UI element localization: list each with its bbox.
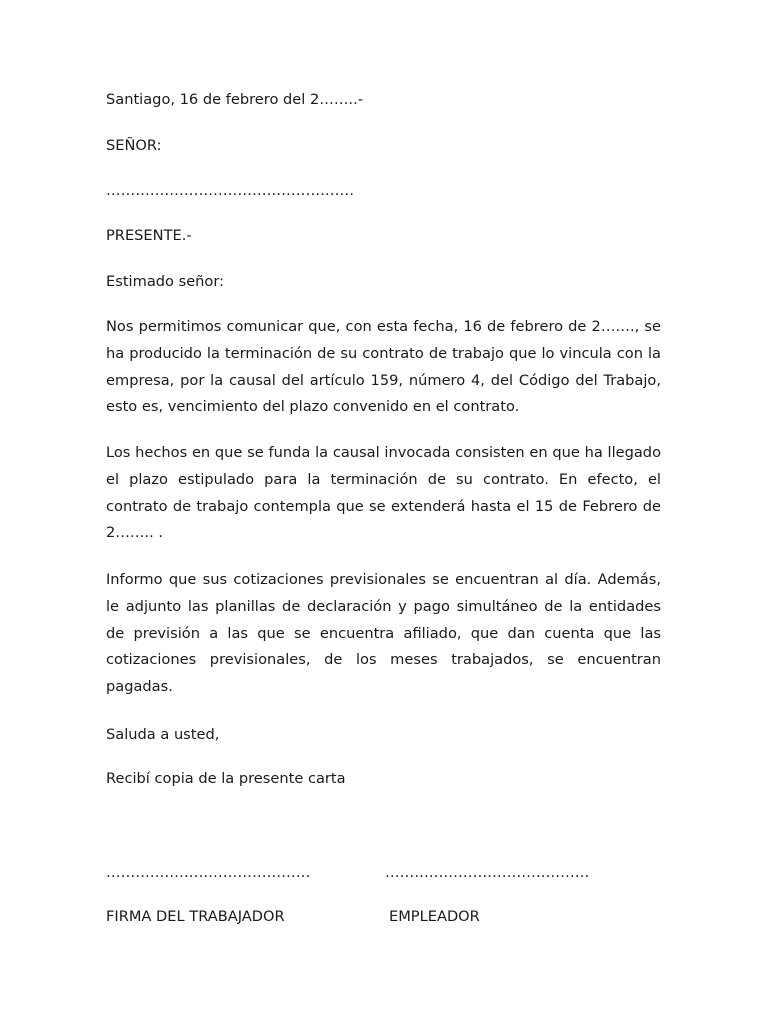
paragraph-contributions: Informo que sus cotizaciones previsionales se encuentran al día. Además, le adjunto las planillas de declaración y pago simultáneo de la entidades de previsión a las que se encuentra afiliado, que dan cuenta que las cotizaciones previsionales, de los meses trabajados, se encuentran pagadas. — [106, 571, 661, 696]
recipient-blank-line: …………………………………………… — [106, 182, 355, 199]
closing-line: Saluda a usted, — [106, 726, 220, 743]
paragraph-termination: Nos permitimos comunicar que, con esta fecha, 16 de febrero de 2……., se ha producido la terminación de su contrato de trabajo que lo vincula con la empresa, por la causal del artículo 159, número 4, del Código del Trabajo, esto es, vencimiento del plazo convenido en el contrato. — [106, 318, 661, 416]
employer-signature-label: EMPLEADOR — [389, 908, 480, 925]
presente-line: PRESENTE.- — [106, 227, 192, 244]
paragraph-facts: Los hechos en que se funda la causal invocada consisten en que ha llegado el plazo estipulado para la terminación de su contrato. En efecto, el contrato de trabajo contempla que se extenderá hasta el 15 de Febrero de 2…….. . — [106, 444, 661, 542]
greeting-line: Estimado señor: — [106, 273, 225, 290]
received-copy-line: Recibí copia de la presente carta — [106, 770, 346, 787]
date-line: Santiago, 16 de febrero del 2……..- — [106, 91, 363, 108]
employer-signature-line: …………………………………… — [385, 864, 590, 881]
worker-signature-line: …………………………………… — [106, 864, 311, 881]
salutation-title: SEÑOR: — [106, 137, 162, 154]
worker-signature-label: FIRMA DEL TRABAJADOR — [106, 908, 285, 925]
